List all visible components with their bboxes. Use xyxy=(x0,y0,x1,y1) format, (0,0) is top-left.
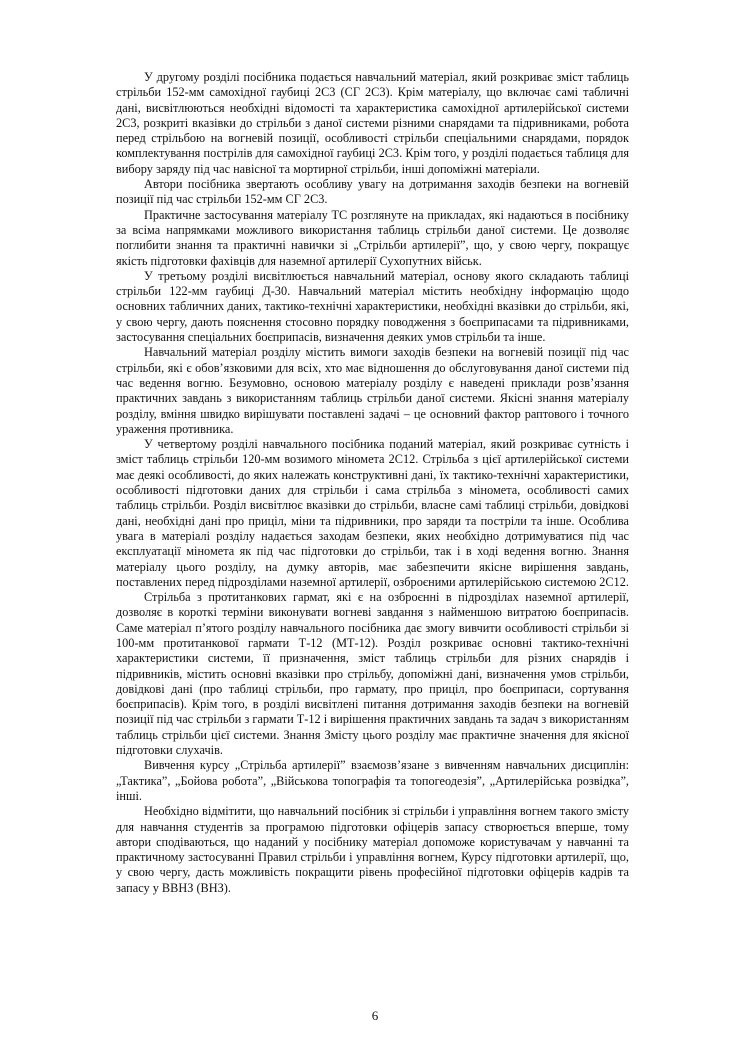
paragraph-section-2: У другому розділі посібника подається навчальний матеріал, який розкриває зміст таблиць стрільби 152-мм самохідної гаубиці 2С3 (СГ 2С3). Крім матеріалу, що включає самі табличні дані, висвітлюються необхідні відомості та характеристика самохідної артилерійської системи 2С3, розкриті вказівки до стрільби з даної системи різними снарядами та підривниками, робота перед стрільбою на вогневій позиції, особливості стрільби спеціальними снарядами, порядок комплектування пострілів для самохідної гаубиці 2С3. Крім того, у розділі подається таблиця для вибору заряду під час навісної та мортирної стрільби, інші допоміжні матеріали. xyxy=(116,70,629,176)
paragraph-conclusion: Необхідно відмітити, що навчальний посібник зі стрільби і управління вогнем такого змісту для навчання студентів за програмою підготовки офіцерів запасу створюється вперше, тому автори сподіваються, що наданий у посібнику матеріал допоможе користувачам у навчанні та практичному застосуванні Правил стрільби і управління вогнем, Курсу підготовки артилерії, що, у свою чергу, дасть можливість покращити рівень професійної підготовки офіцерів кадрів та запасу у ВВНЗ (ВНЗ). xyxy=(116,804,629,895)
paragraph-section-4: У четвертому розділі навчального посібника поданий матеріал, який розкриває сутність і зміст таблиць стрільби 120-мм возимого міномета 2С12. Стрільба з цієї артилерійської системи має деякі особливості, до яких належать конструктивні дані, їх тактико-технічні характеристики, особливості підготовки даних для стрільби і сама стрільба з міномета, особливості самих таблиць стрільби. Розділ висвітлює вказівки до стрільби, власне самі таблиці стрільби, довідкові дані, необхідні дані про приціл, міни та підривники, про заряди та постріли та інше. Особлива увага в матеріалі розділу надається заходам безпеки, яких необхідно дотримуватися під час експлуатації міномета як під час підготовки до стрільби, так і в ході ведення вогню. Знання матеріалу цього розділу, на думку авторів, має забезпечити якісне вирішення завдань, поставлених перед підрозділами наземної артилерії, озброєними артилерійською системою 2С12. xyxy=(116,437,629,589)
paragraph-section-3-safety: Навчальний матеріал розділу містить вимоги заходів безпеки на вогневій позиції під час стрільби, які є обов’язковими для всіх, хто має відношення до обслуговування даної системи під час ведення вогню. Безумовно, основою матеріалу розділу є наведені приклади розв’язання практичних завдань з використанням таблиць стрільби даної системи. Якісні знання матеріалу розділу, вміння швидко вирішувати поставлені задачі – це основний фактор раптового і точного ураження противника. xyxy=(116,345,629,436)
page-body xyxy=(116,70,629,896)
paragraph-safety: Автори посібника звертають особливу увагу на дотримання заходів безпеки на вогневій позиції під час стрільби 152-мм СГ 2С3. xyxy=(116,177,629,207)
page-number: 6 xyxy=(371,1008,379,1023)
paragraph-section-5: Стрільба з протитанкових гармат, які є на озброєнні в підрозділах наземної артилерії, дозволяє в короткі терміни виконувати вогневі завдання з найменшою витратою боєприпасів. Саме матеріал п’ятого розділу навчального посібника дає змогу вивчити особливості стрільби зі 100-мм протитанкової гармати Т-12 (МТ-12). Розділ розкриває основні тактико-технічні характеристики системи, її призначення, зміст таблиць стрільби для різних снарядів і підривників, містить основні вказівки про стрільбу, допоміжні дані, визначення умов стрільби, довідкові дані (про таблиці стрільби, про гармату, про приціл, про боєприпаси, сортування боєприпасів). Крім того, в розділі висвітлені питання дотримання заходів безпеки на вогневій позиції під час стрільби з гармати Т-12 і вирішення практичних завдань та задач з використанням таблиць стрільби цієї системи. Знання Змісту цього розділу має практичне значення для якісної підготовки слухачів. xyxy=(116,590,629,758)
paragraph-related-courses: Вивчення курсу „Стрільба артилерії” взаємозв’язане з вивченням навчальних дисциплін: „Тактика”, „Бойова робота”, „Військова топографія та топогеодезія”, „Артилерійська розвідка”, інші. xyxy=(116,758,629,803)
paragraph-section-3: У третьому розділі висвітлюється навчальний матеріал, основу якого складають таблиці стрільби 122-мм гаубиці Д-30. Навчальний матеріал містить необхідну інформацію щодо основних табличних даних, тактико-технічні характеристики, необхідні вказівки до стрільби, які, у свою чергу, дають пояснення стосовно порядку поводження з боєприпасами та підривниками, застосування спеціальних боєприпасів, визначення деяких умов стрільби та інше. xyxy=(116,268,629,345)
paragraph-practical-use: Практичне застосування матеріалу ТС розглянуте на прикладах, які надаються в посібнику за всіма напрямками можливого використання таблиць стрільби даної системи. Це дозволяє поглибити знання та практичні навички зі „Стрільби артилерії”, що, у свою чергу, покращує якість підготовки фахівців для наземної артилерії Сухопутних військ. xyxy=(116,207,629,268)
